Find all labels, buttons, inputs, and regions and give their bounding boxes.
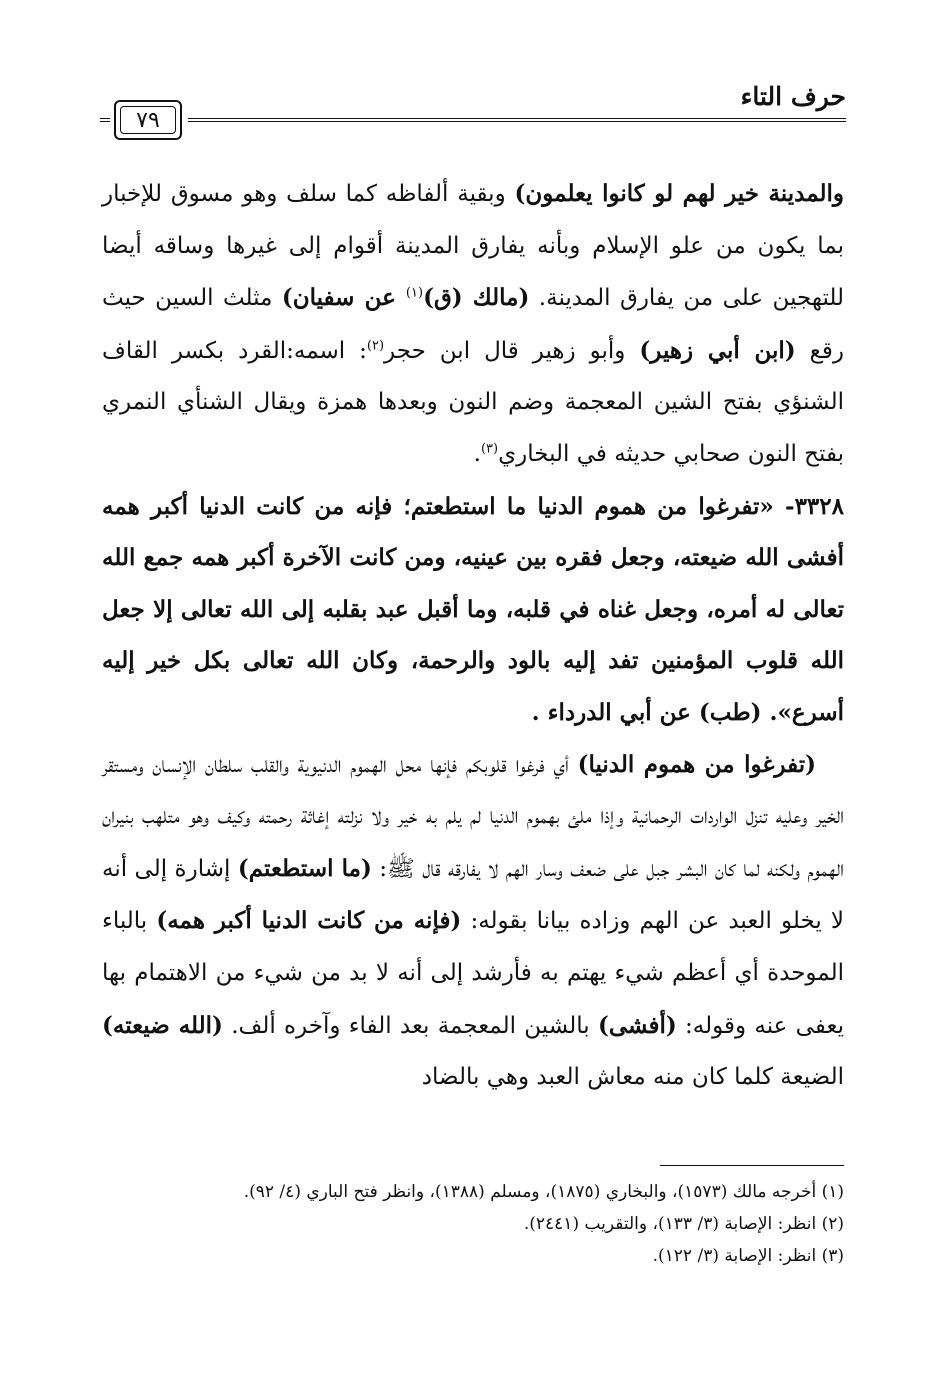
footnote-1: (١) أخرجه مالك (١٥٧٣)، والبخاري (١٨٧٥)، ومسلم (١٣٨٨)، وانظر فتح الباري (٤/ ٩٢). (243, 1182, 844, 1202)
footnote-3: (٣) انظر: الإصابة (٣/ ١٢٢). (652, 1246, 844, 1266)
bold-phrase: والمدينة خير لهم لو كانوا يعلمون) (514, 180, 844, 207)
hadith-text: ٣٣٢٨- «تفرغوا من هموم الدنيا ما استطعتم؛ فإنه من كانت الدنيا أكبر همه أفشى الله ضيعته، وجعل فقره بين عينيه، ومن كانت الآخرة أكبر همه جمع الله تعالى له أمره، وجعل غناه في قلبه، وما أقبل عبد بقلبه إلى الله تعالى إلا جعل الله قلوب المؤمنين تفد إليه بالود والرحمة، وكان الله تعالى بكل خير إليه أسرع». (طب) عن أبي الدرداء . (102, 492, 844, 726)
text-run: الضيعة كلما كان منه معاش العبد وهي بالضاد (421, 1064, 844, 1091)
footnotes (102, 1176, 844, 1272)
paragraph-commentary-continued (102, 168, 844, 481)
page-number-box (114, 100, 182, 140)
text-run: إشارة إلى أنه لا يخلو العبد عن الهم وزاده بيانا بقوله: (102, 855, 845, 935)
paragraph-commentary (102, 739, 844, 1104)
bold-phrase: (ما استطعتم) (237, 854, 372, 882)
footnote-ref: (١) (405, 285, 424, 301)
chapter-title: حرف التاء (740, 82, 846, 111)
text-run: بالباء الموحدة أي أعظم شيء يهتم به فأرشد إلى أنه لا بد من شيء من الاهتمام بها يعفى عنه وقوله: (102, 908, 844, 1039)
main-text (102, 168, 844, 1104)
bold-phrase: (ابن أبي زهير) (639, 336, 796, 364)
page-header (100, 82, 846, 152)
footnote-ref: (٢) (366, 338, 385, 354)
bold-phrase: (تفرغوا من هموم الدنيا) (577, 750, 816, 778)
text-run: : اسمه:القرد بكسر القاف الشنؤي بفتح الشين المعجمة وضم النون وبعدها همزة ويقال الشنأي النمري بفتح النون صحابي حديثه في البخاري (102, 337, 844, 467)
bold-phrase: عن سفيان) (281, 284, 406, 312)
text-run: وبقية ألفاظه كما سلف وهو مسوق للإخبار بما يكون من علو الإسلام وبأنه يفارق المدينة أقوام إلى غيرها وساقه أيضا للتهجين على من يفارق المدينة. (102, 181, 845, 312)
footnote-ref: (٣) (480, 441, 499, 457)
text-run: أي فرغوا قلوبكم فإنها محل الهموم الدنيوية والقلب سلطان الإنسان ومستقر الخير وعليه تنزل الواردات الرحمانية وإذا ملئ بهموم الدنيا لم يلم به خير ولا نزلته إغاثة رحمته وكيف وهو متلهب بنيران الهموم ولكنه لما كان البشر جبل على ضعف وسار الهم لا يفارقه قال ﷺ: (102, 751, 845, 882)
footnote-separator (660, 1165, 844, 1166)
page-number: ٧٩ (120, 106, 176, 134)
text-run: مثلث السين حيث رقع (102, 285, 844, 364)
text-run: . (473, 440, 481, 467)
footnote-2: (٢) انظر: الإصابة (٣/ ١٣٣)، والتقريب (٢٤٤١). (523, 1214, 844, 1234)
bold-phrase: (فإنه من كانت الدنيا أكبر همه) (156, 907, 462, 935)
header-rule-right (188, 118, 846, 122)
text-run: بالشين المعجمة بعد الفاء وآخره ألف. (222, 1012, 598, 1039)
bold-phrase: (مالك (ق) (423, 284, 530, 312)
bold-phrase: (الله ضيعته) (102, 1011, 223, 1039)
bold-phrase: (أفشى) (597, 1011, 677, 1039)
text-run: وأبو زهير قال ابن حجر (384, 337, 640, 364)
header-rule-left (100, 118, 110, 122)
